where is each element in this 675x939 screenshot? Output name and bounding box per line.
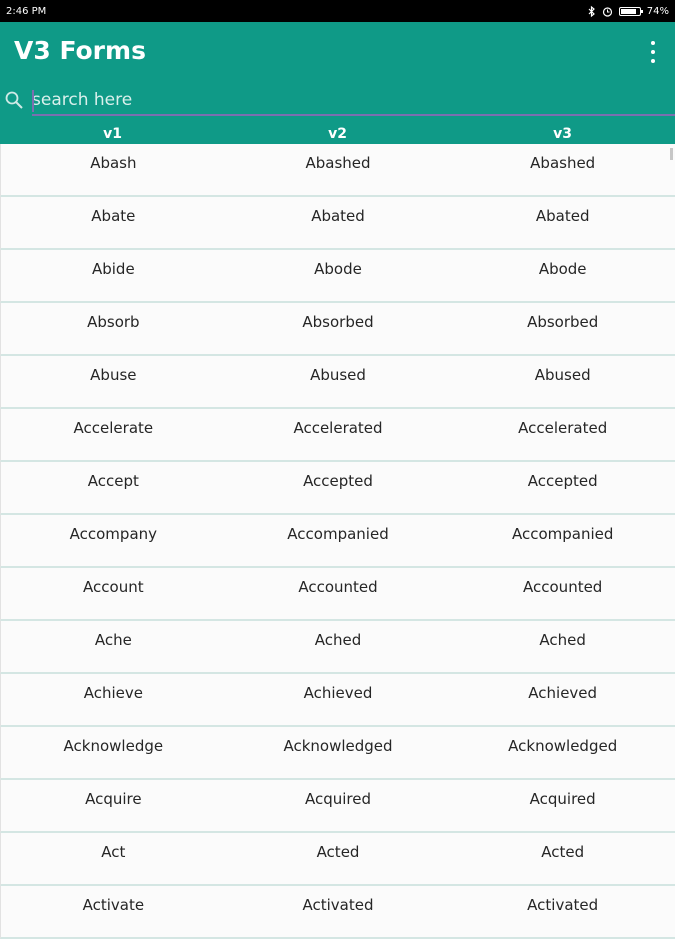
column-header-v3: v3: [553, 126, 572, 142]
search-bar: [0, 86, 675, 116]
column-header-v1: v1: [103, 126, 122, 142]
cell-v1: Accelerate: [73, 419, 154, 437]
cell-v3: Accounted: [523, 578, 603, 596]
cell-v2: Abashed: [305, 154, 371, 172]
cell-v1: Activate: [82, 896, 145, 914]
list-item[interactable]: [0, 886, 675, 939]
list-item[interactable]: [0, 568, 675, 621]
cell-v1: Ache: [94, 631, 132, 649]
cell-v1: Accompany: [69, 525, 158, 543]
cell-v3: Abated: [535, 207, 590, 225]
cell-v3: Accelerated: [518, 419, 608, 437]
cell-v1: Acquire: [85, 790, 142, 808]
list-item[interactable]: [0, 356, 675, 409]
list-item[interactable]: [0, 250, 675, 303]
list-item[interactable]: [0, 462, 675, 515]
more-vert-icon: [651, 41, 655, 45]
cell-v3: Ached: [539, 631, 586, 649]
overflow-menu-button[interactable]: [649, 41, 657, 63]
cell-v3: Acquired: [529, 790, 596, 808]
cell-v1: Abide: [91, 260, 135, 278]
search-input[interactable]: [32, 86, 675, 116]
column-header-v2: v2: [328, 126, 347, 142]
cell-v3: Abashed: [530, 154, 596, 172]
cell-v1: Accept: [87, 472, 139, 490]
list-item[interactable]: [0, 409, 675, 462]
cell-v2: Acted: [316, 843, 360, 861]
scrollbar-thumb[interactable]: [670, 148, 673, 160]
cell-v2: Ached: [314, 631, 362, 649]
page-title: V3 Forms: [14, 36, 146, 65]
cell-v2: Abated: [311, 207, 365, 225]
list-item[interactable]: [0, 144, 675, 197]
cell-v1: Acknowledge: [63, 737, 164, 755]
cell-v3: Accompanied: [511, 525, 614, 543]
cell-v2: Abused: [310, 366, 366, 384]
list-item[interactable]: [0, 780, 675, 833]
battery-icon: [619, 7, 641, 16]
cell-v2: Accounted: [298, 578, 378, 596]
cell-v2: Abode: [314, 260, 362, 278]
list-item[interactable]: [0, 674, 675, 727]
cell-v1: Abash: [90, 154, 137, 172]
bluetooth-icon: [588, 6, 596, 17]
list-item[interactable]: [0, 197, 675, 250]
cell-v1: Absorb: [87, 313, 140, 331]
cell-v2: Achieved: [303, 684, 373, 702]
cell-v2: Activated: [302, 896, 374, 914]
cell-v2: Acquired: [304, 790, 372, 808]
cell-v2: Accelerated: [293, 419, 383, 437]
cell-v3: Acted: [541, 843, 585, 861]
list-item[interactable]: [0, 621, 675, 674]
cell-v1: Act: [101, 843, 126, 861]
text-cursor: [32, 90, 34, 112]
list-item[interactable]: [0, 833, 675, 886]
cell-v2: Accepted: [303, 472, 373, 490]
app-bar: [0, 22, 675, 144]
cell-v2: Acknowledged: [283, 737, 393, 755]
cell-v3: Absorbed: [527, 313, 599, 331]
cell-v3: Achieved: [528, 684, 598, 702]
alarm-icon: [602, 6, 613, 17]
cell-v2: Accompanied: [287, 525, 389, 543]
status-bar: [0, 0, 675, 22]
list-item[interactable]: [0, 515, 675, 568]
verb-forms-list[interactable]: [0, 144, 675, 914]
cell-v3: Abode: [538, 260, 587, 278]
list-item[interactable]: [0, 303, 675, 356]
cell-v2: Absorbed: [302, 313, 374, 331]
cell-v1: Abuse: [90, 366, 137, 384]
cell-v3: Abused: [534, 366, 591, 384]
search-icon: [4, 90, 24, 110]
cell-v3: Activated: [527, 896, 599, 914]
battery-level: 74%: [646, 5, 669, 17]
column-headers: [0, 124, 675, 144]
cell-v1: Abate: [91, 207, 136, 225]
status-icons: [588, 6, 669, 17]
list-item[interactable]: [0, 727, 675, 780]
status-time: 2:46 PM: [6, 5, 47, 17]
cell-v3: Acknowledged: [508, 737, 618, 755]
cell-v1: Achieve: [83, 684, 143, 702]
cell-v1: Account: [83, 578, 144, 596]
cell-v3: Accepted: [527, 472, 598, 490]
